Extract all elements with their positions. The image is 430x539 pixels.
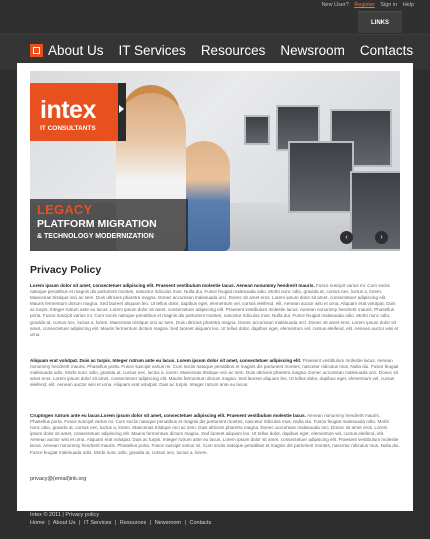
footer-link-home[interactable]: Home [30,520,45,526]
footer-link-about-us[interactable]: About Us [52,520,76,526]
separator: | [149,520,152,526]
monitor-image [288,141,354,213]
slide-caption [30,199,188,251]
top-bar [0,0,430,34]
brand-logo [30,83,118,141]
account-links [318,2,414,8]
privacy-policy-link[interactable]: Privacy policy [65,512,99,518]
brand-tagline: IT CONSULTANTS [40,125,96,132]
paragraph-body: Praesent vestibulum molestie lacus. Aenean nonummy hendrerit mauris. Phasellus porta. Fusce suscipit varius mi. Cum sociis natoque penatibus et magnis dis parturient montes, nascetur ridiculus mus. Nulla dui. Fusce feugiat malesuada odio. Morbi nunc odio, gravida at, cursus nec, luctus a, lorem. Maecenas tristique orci ac sem. Duis ultricies pharetra magna. Donec accumsan malesuada orci. Donec sit amet eros. Lorem ipsum dolor sit amet, consectetuer adipiscing elit. Mauris fermentum dictum magna. Sed laoreet aliquam leo. Ut tellus dolor, dapibus eget, elementum vel, cursus eleifend, elit. Aenean auctor wisi et urna. Aliquam erat volutpat. Duis ac turpis. Integer rutrum ante eu lacus. [30,358,399,388]
paragraph-lead: Cruptogen rutrum ante eu lacus.Lorem ipsum dolor sit amet, consectetuer adipiscing elit. Praesent vestibulum molestie lacus. [30,413,306,418]
contact-email[interactable]: privacy@(email)ink.org [30,476,87,482]
separator: | [79,520,81,526]
prev-slide-button[interactable]: ‹ [340,231,353,244]
caption-line-3: & TECHNOLOGY MODERNIZATION [37,233,154,240]
paragraph-lead: Aliquam erat volutpat. Duis ac turpis. Integer rutrum ante eu lacus. Lorem ipsum dolor sit amet, consectetuer adipiscing elit. [30,358,302,363]
help-link[interactable]: Help [402,2,414,8]
page-title: Privacy Policy [30,264,102,276]
sign-in-link[interactable]: Sign in [380,2,398,8]
nav-item-resources[interactable]: Resources [200,43,266,58]
new-user-text: New User? [321,2,349,8]
copyright-text: Intex © 2011 | [30,512,64,518]
arrow-right-icon [119,105,124,113]
brand-name: intex [40,96,96,124]
home-icon[interactable] [30,44,43,57]
paragraph-body: Aenean nonummy hendrerit mauris. Phasellus porta. Fusce suscipit varius mi. Cum sociis natoque penatibus et magnis dis parturient montes, nascetur ridiculus mus. Nulla dui. Fusce feugiat malesuada odio. Morbi nunc odio, gravida at, cursus nec, luctus a, lorem. Maecenas tristique orci ac sem. Duis ultricies pharetra magna. Donec accumsan malesuada orci. Donec sit amet eros. Lorem ipsum dolor sit amet, consectetuer adipiscing elit. Mauris fermentum dictum magna. Sed laoreet aliquam leo. Ut tellus dolor, dapibus eget, elementum vel, cursus eleifend, elit. Aenean auctor wisi et urna. Aliquam erat volutpat. Duis ac turpis. Integer rutrum ante eu lacus. Lorem ipsum dolor sit amet, consectetuer adipiscing elit. Praesent vestibulum molestie lacus. Aenean nonummy hendrerit mauris. Phasellus porta. Fusce suscipit varius mi. Cum sociis natoque penatibus et magnis dis parturient montes, nascetur ridiculus mus. Nulla dui. Fusce feugiat malesuada odio. Morbi nunc odio, gravida at, cursus nec, luctus a, lorem. [30,413,400,455]
content-panel [17,63,413,511]
monitor-image [244,115,270,145]
footer-link-resources[interactable]: Resources [119,520,147,526]
footer-link-it-services[interactable]: IT Services [84,520,112,526]
footer-link-newsroom[interactable]: Newsroom [154,520,181,526]
hero-slider [30,71,400,251]
nav-item-contacts[interactable]: Contacts [359,43,414,58]
footer-link-contacts[interactable]: Contacts [189,520,212,526]
separator: | [184,520,186,526]
nav-item-newsroom[interactable]: Newsroom [280,43,345,58]
paragraph-body: Fusce suscipit varius mi. Cum sociis natoque penatibus et magnis dis parturient montes, nascetur ridiculus mus. Nulla dui. Fusce feugiat malesuada odio. Morbi nunc odio, gravida at, cursus nec, luctus a, lorem. Maecenas tristique orci ac sem. Duis ultricies pharetra magna. Donec accumsan malesuada orci. Donec sit amet eros. Lorem ipsum dolor sit amet, consectetuer adipiscing elit. Mauris fermentum dictum magna. Sed laoreet aliquam leo. Ut tellus dolor, dapibus eget, elementum vel, cursus eleifend, elit. Aenean auctor wisi et urna. Aliquam erat volutpat. Duis ac turpis. Integer rutrum ante eu lacus. Lorem ipsum dolor sit amet, consectetuer adipiscing elit. Praesent vestibulum molestie lacus. Aenean nonummy hendrerit mauris. Phasellus porta. Fusce suscipit varius mi. Cum sociis natoque penatibus et magnis dis parturient montes, nascetur ridiculus mus. Nulla dui. Fusce feugiat malesuada odio. Morbi nunc odio, gravida at, cursus nec, luctus a, lorem. Maecenas tristique orci ac sem. Duis ultricies pharetra magna. Donec accumsan malesuada orci. Donec sit amet eros. Lorem ipsum dolor sit amet, consectetuer adipiscing elit. Mauris fermentum dictum magna. Sed laoreet aliquam leo. Ut tellus dolor, dapibus eget, elementum vel, cursus eleifend, elit. Aenean auctor wisi et urna. [30,283,399,337]
register-link[interactable]: Register [354,2,375,8]
paragraph-lead: Lorem ipsum dolor sit amet, consectetuer adipiscing elit. Praesent vestibulum molestie lacus. Aenean nonummy hendrerit mauris. [30,283,315,288]
next-slide-button[interactable]: › [375,231,388,244]
separator: | [114,520,117,526]
paragraph [30,358,400,388]
caption-line-1: LEGACY [37,202,93,217]
nav-item-it-services[interactable]: IT Services [118,43,186,58]
caption-line-2: PLATFORM MIGRATION [37,218,157,230]
separator: | [48,520,50,526]
links-tab[interactable]: LINKS [358,11,402,33]
paragraph [30,413,400,456]
paragraph [30,283,400,338]
nav-item-about-us[interactable]: About Us [48,43,104,58]
footer [30,511,213,527]
